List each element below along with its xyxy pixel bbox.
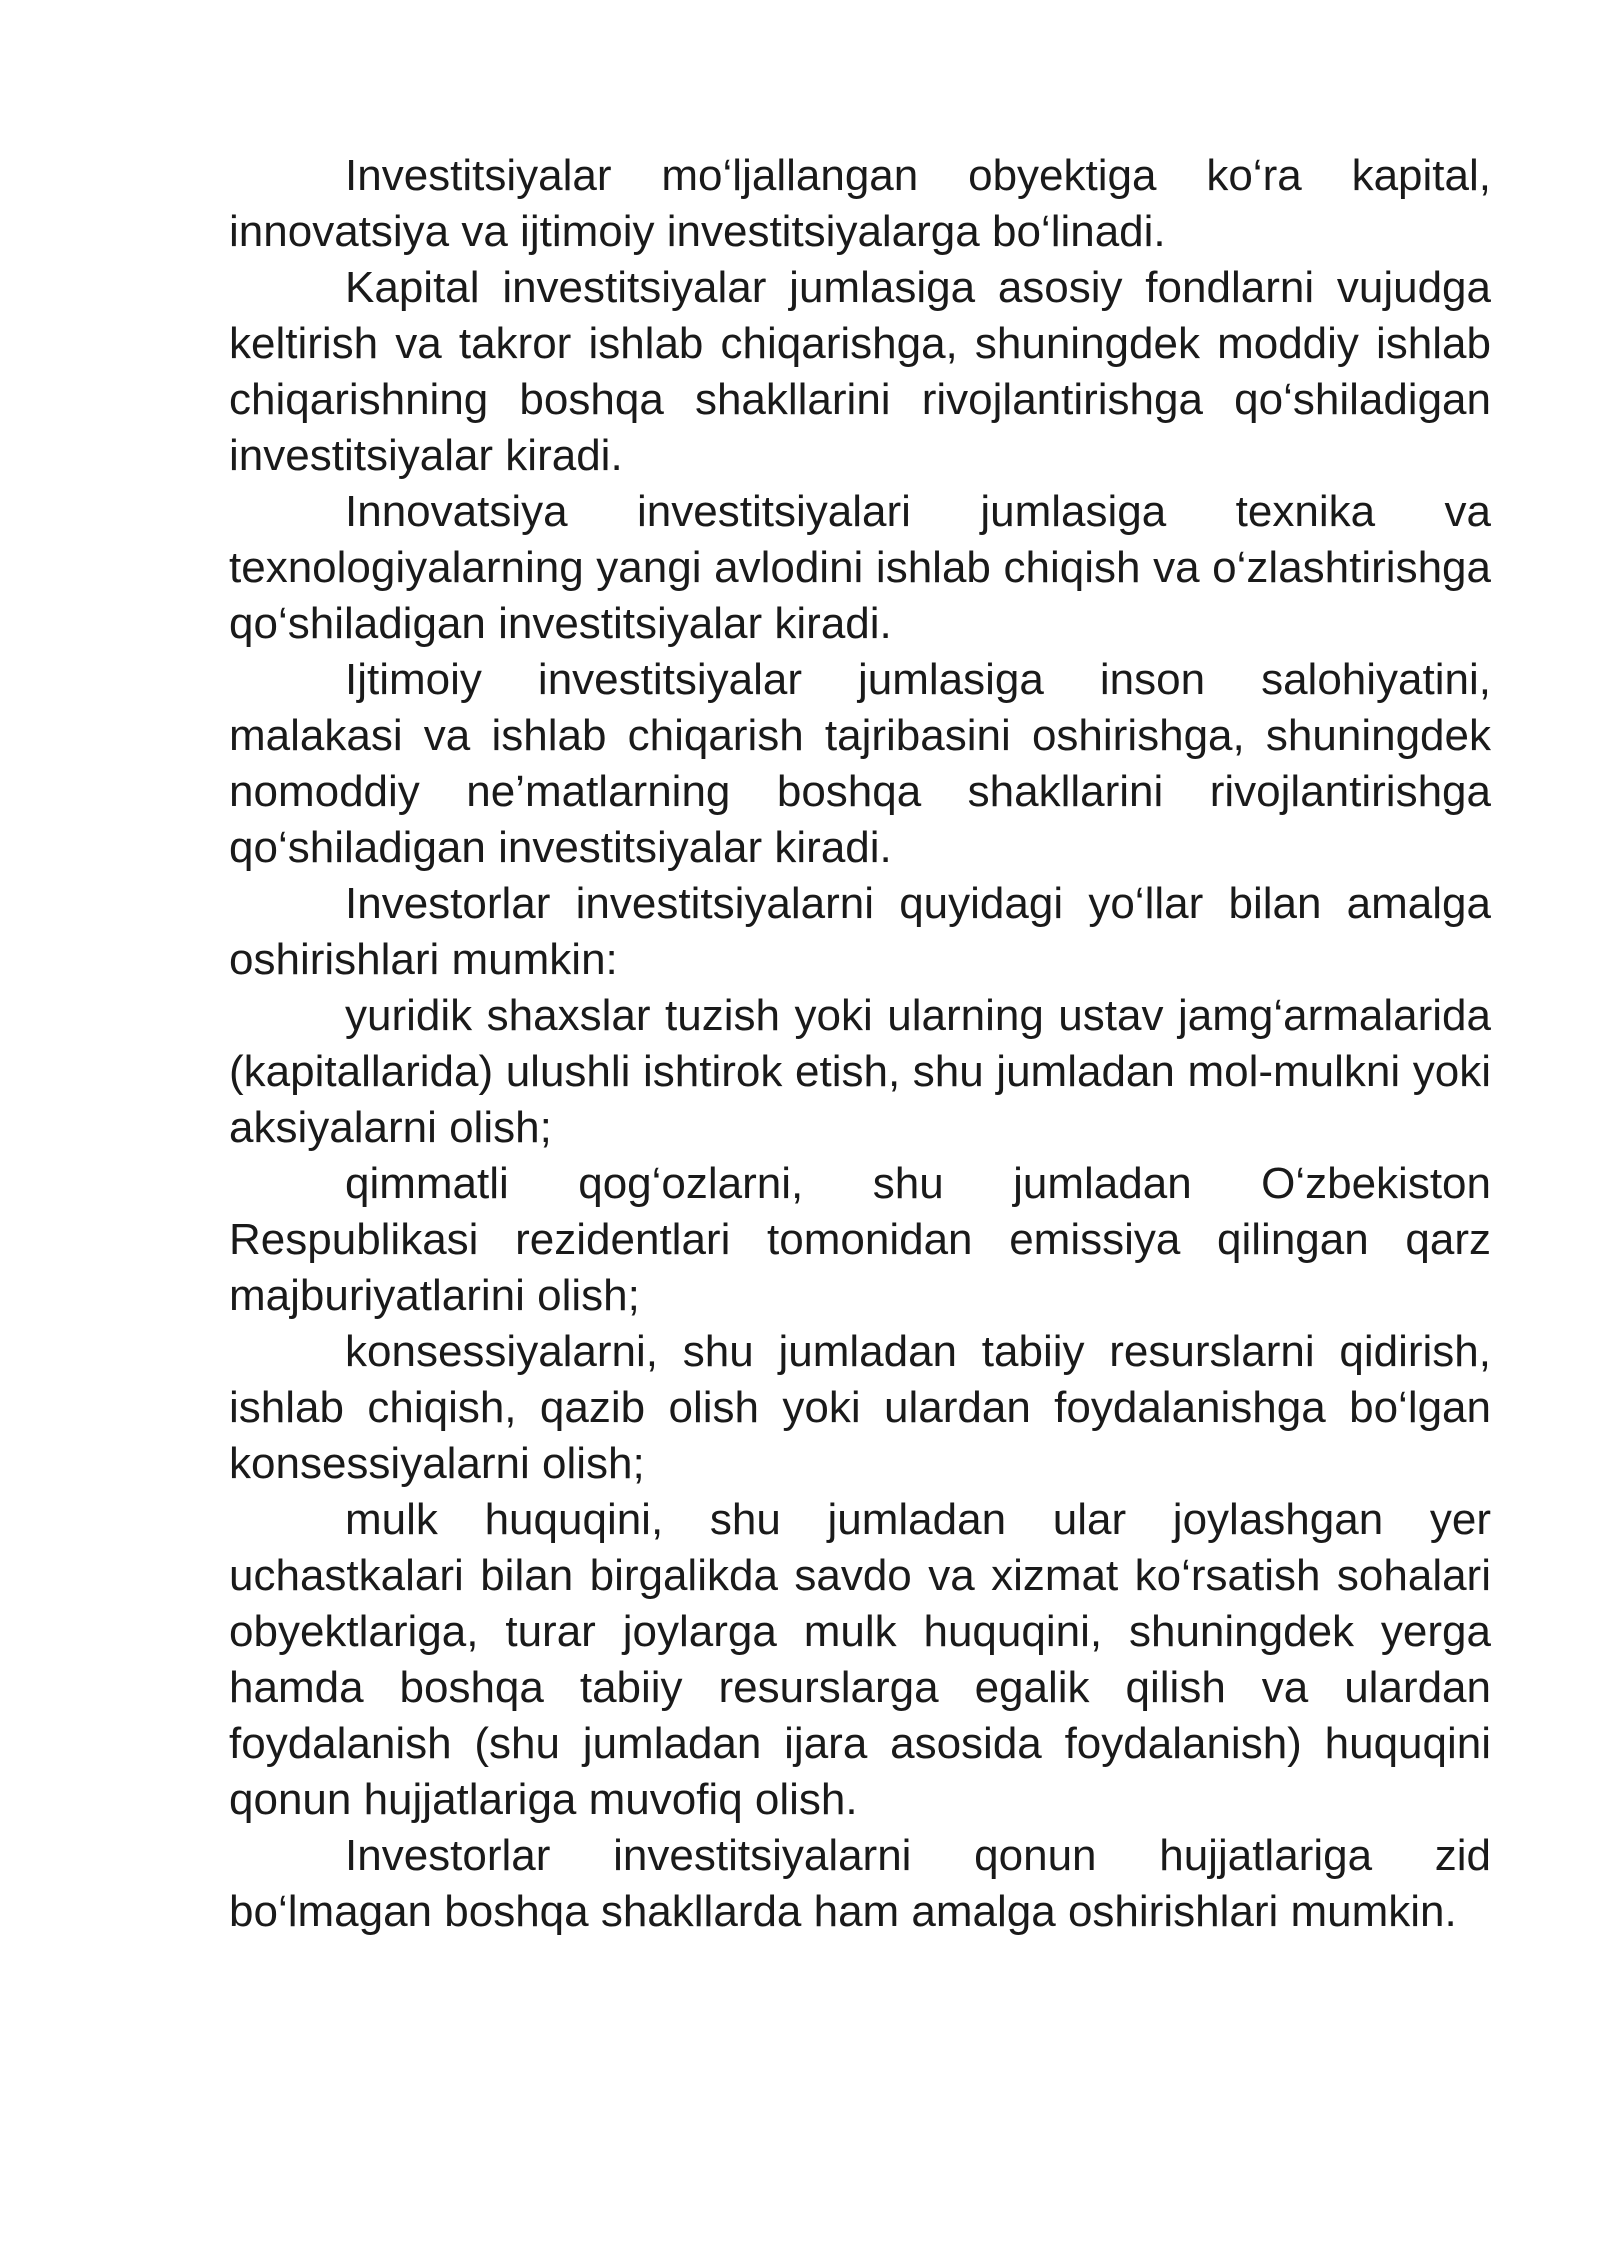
paragraph-capital-investments: Kapital investitsiyalar jumlasiga asosiy fondlarni vujudga keltirish va takror ishlab chiqarishga, shuningdek moddiy ishlab chiqarishning boshqa shakllarini rivojlantirishga qo‘shiladigan investitsiyalar kiradi.	[229, 263, 1491, 480]
list-item-legal-entities: yuridik shaxslar tuzish yoki ularning ustav jamg‘armalarida (kapitallarida) ulushli ishtirok etish, shu jumladan mol-mulkni yoki aksiyalarni olish;	[229, 991, 1491, 1152]
list-item-securities: qimmatli qog‘ozlarni, shu jumladan O‘zbekiston Respublikasi rezidentlari tomonidan emissiya qilingan qarz majburiyatlarini olish;	[229, 1159, 1491, 1320]
paragraph-innovation-investments: Innovatsiya investitsiyalari jumlasiga texnika va texnologiyalarning yangi avlodini ishlab chiqish va o‘zlashtirishga qo‘shiladigan investitsiyalar kiradi.	[229, 487, 1491, 648]
document-page	[229, 148, 1491, 1940]
list-item-property-rights: mulk huquqini, shu jumladan ular joylashgan yer uchastkalari bilan birgalikda savdo va xizmat ko‘rsatish sohalari obyektlariga, turar joylarga mulk huquqini, shuningdek yerga hamda boshqa tabiiy resurslarga egalik qilish va ulardan foydalanish (shu jumladan ijara asosida foydalanish) huquqini qonun hujjatlariga muvofiq olish.	[229, 1495, 1491, 1824]
paragraph-social-investments: Ijtimoiy investitsiyalar jumlasiga inson salohiyatini, malakasi va ishlab chiqarish tajribasini oshirishga, shuningdek nomoddiy ne’matlarning boshqa shakllarini rivojlantirishga qo‘shiladigan investitsiyalar kiradi.	[229, 655, 1491, 872]
paragraph-other-forms: Investorlar investitsiyalarni qonun hujjatlariga zid bo‘lmagan boshqa shakllarda ham amalga oshirishlari mumkin.	[229, 1831, 1491, 1936]
paragraph-investor-methods-intro: Investorlar investitsiyalarni quyidagi yo‘llar bilan amalga oshirishlari mumkin:	[229, 879, 1491, 984]
list-item-concessions: konsessiyalarni, shu jumladan tabiiy resurslarni qidirish, ishlab chiqish, qazib olish yoki ulardan foydalanishga bo‘lgan konsessiyalarni olish;	[229, 1327, 1491, 1488]
paragraph-investment-types: Investitsiyalar mo‘ljallangan obyektiga ko‘ra kapital, innovatsiya va ijtimoiy investitsiyalarga bo‘linadi.	[229, 151, 1491, 256]
